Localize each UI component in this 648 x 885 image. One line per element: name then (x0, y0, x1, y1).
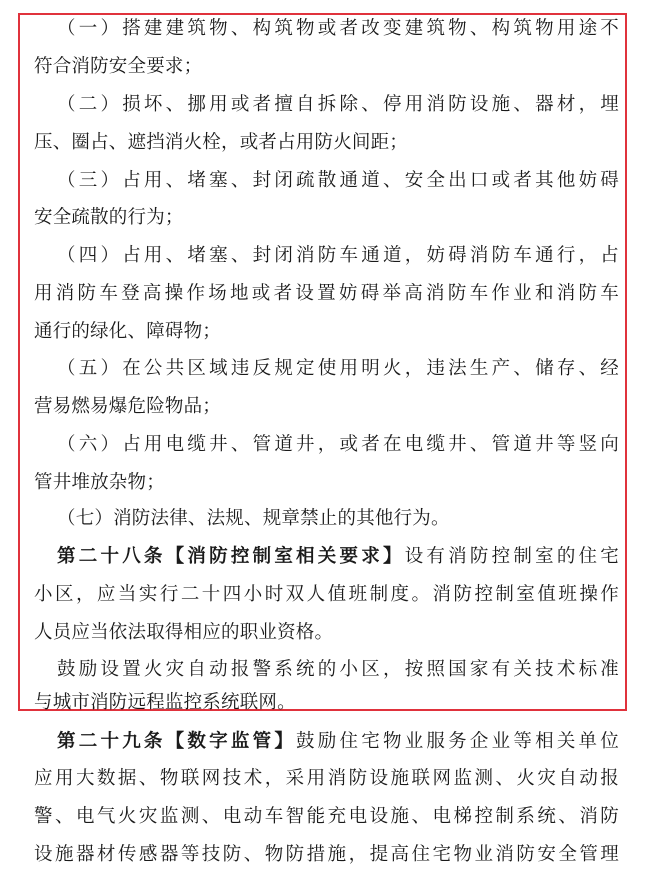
article-29-line-2: 应用大数据、物联网技术，采用消防设施联网监测、火灾自动报 (34, 768, 619, 789)
item-7-line-1: （七）消防法律、法规、规章禁止的其他行为。 (57, 508, 450, 529)
article-28-para-2-line-1: 鼓励设置火灾自动报警系统的小区，按照国家有关技术标准 (57, 659, 619, 680)
article-28-line-1-text: 设有消防控制室的住宅 (404, 546, 619, 567)
item-1-line-1: （一）搭建建筑物、构筑物或者改变建筑物、构筑物用途不 (57, 18, 619, 39)
article-28-heading: 第二十八条【消防控制室相关要求】 (57, 546, 405, 567)
article-28-para-2-line-2: 与城市消防远程监控系统联网。 (34, 692, 296, 713)
item-6-line-1: （六）占用电缆井、管道井，或者在电缆井、管道井等竖向 (57, 434, 619, 455)
article-29-line-1 (57, 729, 619, 755)
item-4-line-1: （四）占用、堵塞、封闭消防车通道，妨碍消防车通行，占 (57, 245, 619, 266)
item-2-line-2: 压、圈占、遮挡消火栓，或者占用防火间距； (34, 132, 409, 153)
item-3-line-1: （三）占用、堵塞、封闭疏散通道、安全出口或者其他妨碍 (57, 170, 619, 191)
item-6-line-2: 管井堆放杂物； (34, 472, 165, 493)
article-28-line-2: 小区，应当实行二十四小时双人值班制度。消防控制室值班操作 (34, 584, 619, 605)
item-1-line-2: 符合消防安全要求； (34, 56, 203, 77)
article-29-line-1-text: 鼓励住宅物业服务企业等相关单位 (296, 731, 619, 752)
item-4-line-2: 用消防车登高操作场地或者设置妨碍举高消防车作业和消防车 (34, 283, 619, 304)
item-3-line-2: 安全疏散的行为； (34, 207, 184, 228)
item-5-line-1: （五）在公共区域违反规定使用明火，违法生产、储存、经 (57, 358, 619, 379)
item-5-line-2: 营易燃易爆危险物品； (34, 396, 222, 417)
item-4-line-3: 通行的绿化、障碍物； (34, 321, 222, 342)
article-29-line-4: 设施器材传感器等技防、物防措施，提高住宅物业消防安全管理 (34, 844, 619, 865)
article-29-line-3: 警、电气火灾监测、电动车智能充电设施、电梯控制系统、消防 (34, 806, 619, 827)
article-28-line-1 (57, 544, 619, 570)
article-28-line-3: 人员应当依法取得相应的职业资格。 (34, 622, 334, 643)
item-2-line-1: （二）损坏、挪用或者擅自拆除、停用消防设施、器材，埋 (57, 94, 619, 115)
article-29-heading: 第二十九条【数字监管】 (57, 731, 297, 752)
